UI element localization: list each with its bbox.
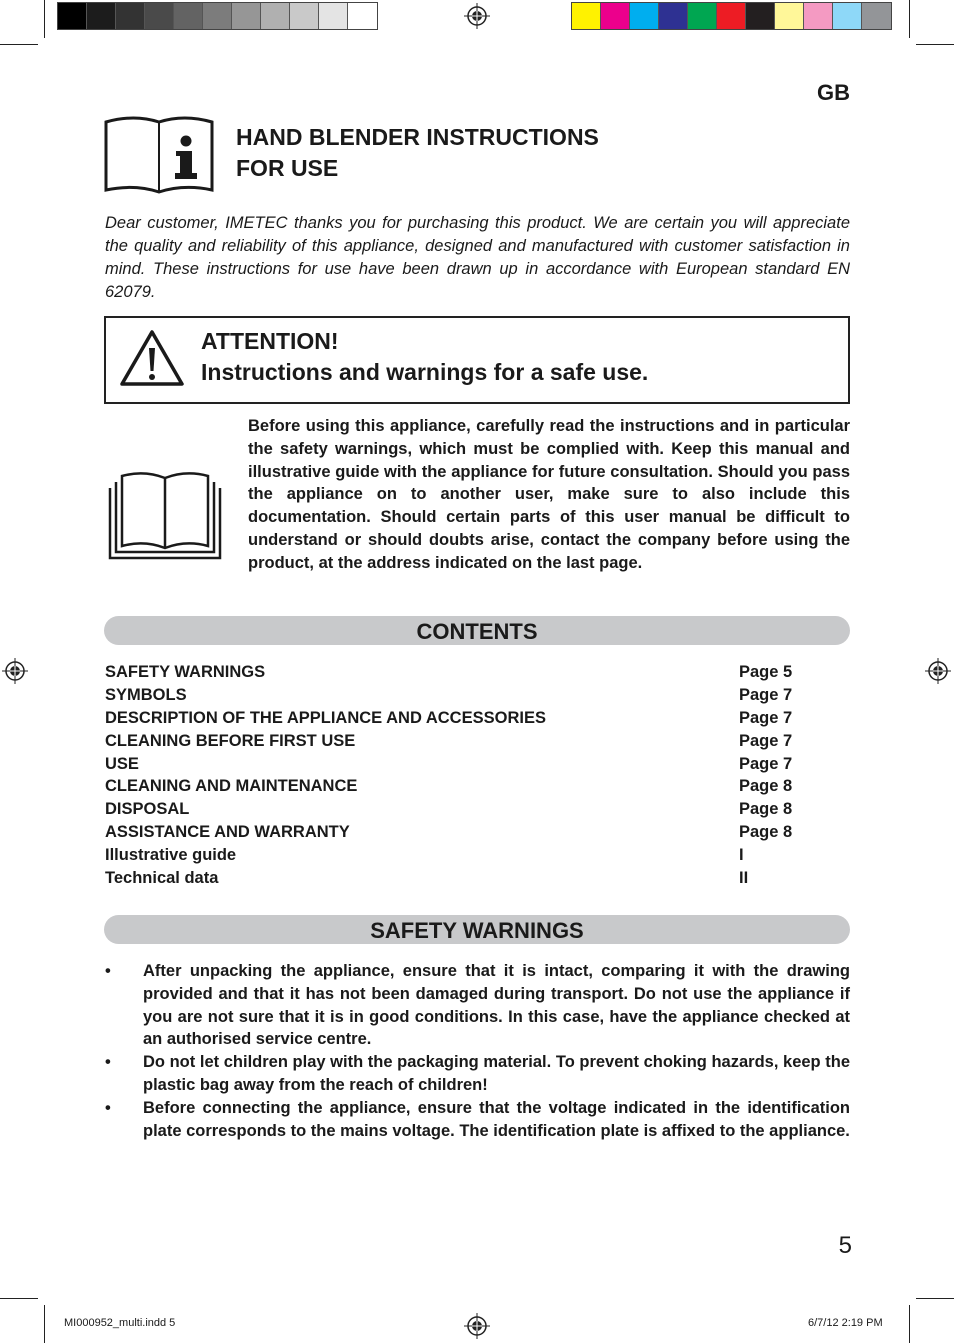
toc-label: Technical data <box>105 869 219 888</box>
safety-warnings-heading: SAFETY WARNINGS <box>104 915 850 944</box>
toc-row <box>105 821 850 844</box>
toc-row <box>105 798 850 821</box>
process-swatch <box>688 3 717 29</box>
language-code: GB <box>817 80 850 105</box>
process-color-bar <box>571 2 892 30</box>
grayscale-swatch <box>145 3 174 29</box>
toc-row <box>105 730 850 753</box>
attention-subheading: Instructions and warnings for a safe use. <box>201 359 649 385</box>
toc-page: Page 5 <box>739 663 793 681</box>
footer-timestamp: 6/7/12 2:19 PM <box>808 1317 883 1329</box>
toc-page: Page 7 <box>739 754 793 773</box>
grayscale-swatch <box>174 3 203 29</box>
toc-page: Page 7 <box>739 685 793 704</box>
toc-row <box>105 844 850 867</box>
toc-row <box>105 867 850 890</box>
toc-label: CLEANING BEFORE FIRST USE <box>105 731 356 750</box>
bullet-icon: • <box>105 1098 111 1117</box>
toc-row <box>105 661 850 684</box>
page-number: 5 <box>838 1232 852 1259</box>
toc-label: ASSISTANCE AND WARRANTY <box>105 823 350 842</box>
crop-mark <box>44 1305 45 1343</box>
crop-mark <box>0 44 38 45</box>
footer-file-name: MI000952_multi.indd 5 <box>64 1317 176 1329</box>
open-book-icon <box>107 470 223 562</box>
process-swatch <box>862 3 891 29</box>
intro-paragraph: Dear customer, IMETEC thanks you for purchasing this product. We are certain you will appreciate the quality and reliability of this appliance, designed and manufactured with customer satisfaction in mind. These instructions for use have been drawn up in accordance with European standard EN 62079. <box>105 214 850 301</box>
crop-mark <box>909 0 910 38</box>
toc-label: CLEANING AND MAINTENANCE <box>105 777 358 796</box>
crop-mark <box>44 0 45 38</box>
grayscale-swatch <box>319 3 348 29</box>
warning-item <box>105 960 850 1051</box>
crop-mark <box>0 1298 38 1299</box>
crop-mark <box>916 44 954 45</box>
toc-row <box>105 753 850 776</box>
toc-label: SAFETY WARNINGS <box>105 663 266 681</box>
process-swatch <box>775 3 804 29</box>
contents-heading: CONTENTS <box>104 616 850 645</box>
toc-row <box>105 775 850 798</box>
toc-page: I <box>739 846 744 865</box>
grayscale-swatch <box>348 3 377 29</box>
process-swatch <box>717 3 746 29</box>
registration-mark-icon <box>464 3 490 29</box>
process-swatch <box>804 3 833 29</box>
crop-mark <box>916 1298 954 1299</box>
attention-text <box>201 326 648 388</box>
warning-text: Before connecting the appliance, ensure that the voltage indicated in the identification plate corresponds to the mains voltage. The identification plate is affixed to the appliance. <box>143 1098 850 1140</box>
bullet-icon: • <box>105 1053 111 1072</box>
toc-page: Page 7 <box>739 708 793 727</box>
toc-row <box>105 707 850 730</box>
title-line: HAND BLENDER INSTRUCTIONS <box>236 124 599 150</box>
grayscale-swatch <box>232 3 261 29</box>
info-book-icon <box>104 116 214 196</box>
process-swatch <box>833 3 862 29</box>
bullet-icon: • <box>105 962 111 980</box>
attention-heading: ATTENTION! <box>201 328 339 354</box>
toc-label: DISPOSAL <box>105 800 190 819</box>
toc-row <box>105 684 850 707</box>
grayscale-swatch <box>261 3 290 29</box>
grayscale-swatch <box>87 3 116 29</box>
crop-mark <box>909 1305 910 1343</box>
page-title <box>236 122 599 184</box>
registration-mark-icon <box>925 658 951 684</box>
warning-triangle-icon <box>118 328 186 388</box>
registration-mark-icon <box>464 1313 490 1339</box>
process-swatch <box>746 3 775 29</box>
before-use-paragraph: Before using this appliance, carefully read the instructions and in particular the safety warnings, which must be complied with. Keep this manual and illustrative guide with the appliance for future consultation. Should you pass the appliance on to another user, make sure to also include this documentation. Should certain parts of this user manual be difficult to understand or should doubts arise, contact the company before using the product, at the address indicated on the last page. <box>248 417 850 572</box>
warning-text: After unpacking the appliance, ensure that it is intact, comparing it with the drawing provided and that it has not been damaged during transport. Do not use the appliance if you are not sure that it is in good conditions. In this case, have the appliance checked at an authorised service centre. <box>143 962 850 1049</box>
toc-label: DESCRIPTION OF THE APPLIANCE AND ACCESSORIES <box>105 708 546 727</box>
toc-page: Page 7 <box>739 731 793 750</box>
title-line: FOR USE <box>236 155 339 181</box>
warning-item <box>105 1051 850 1097</box>
toc-page: Page 8 <box>739 777 793 796</box>
registration-mark-icon <box>2 658 28 684</box>
safety-warnings-list <box>105 960 850 1142</box>
grayscale-swatch <box>58 3 87 29</box>
process-swatch <box>630 3 659 29</box>
grayscale-swatch <box>116 3 145 29</box>
process-swatch <box>572 3 601 29</box>
toc-label: SYMBOLS <box>105 685 187 704</box>
grayscale-color-bar <box>57 2 378 30</box>
process-swatch <box>601 3 630 29</box>
toc-label: Illustrative guide <box>105 846 237 865</box>
grayscale-swatch <box>290 3 319 29</box>
warning-item <box>105 1097 850 1143</box>
toc-page: Page 8 <box>739 800 793 819</box>
toc-label: USE <box>105 754 139 773</box>
warning-text: Do not let children play with the packaging material. To prevent choking hazards, keep the plastic bag away from the reach of children! <box>143 1053 850 1094</box>
process-swatch <box>659 3 688 29</box>
grayscale-swatch <box>203 3 232 29</box>
toc-page: II <box>739 869 749 888</box>
contents-list <box>105 661 850 890</box>
toc-page: Page 8 <box>739 823 793 842</box>
